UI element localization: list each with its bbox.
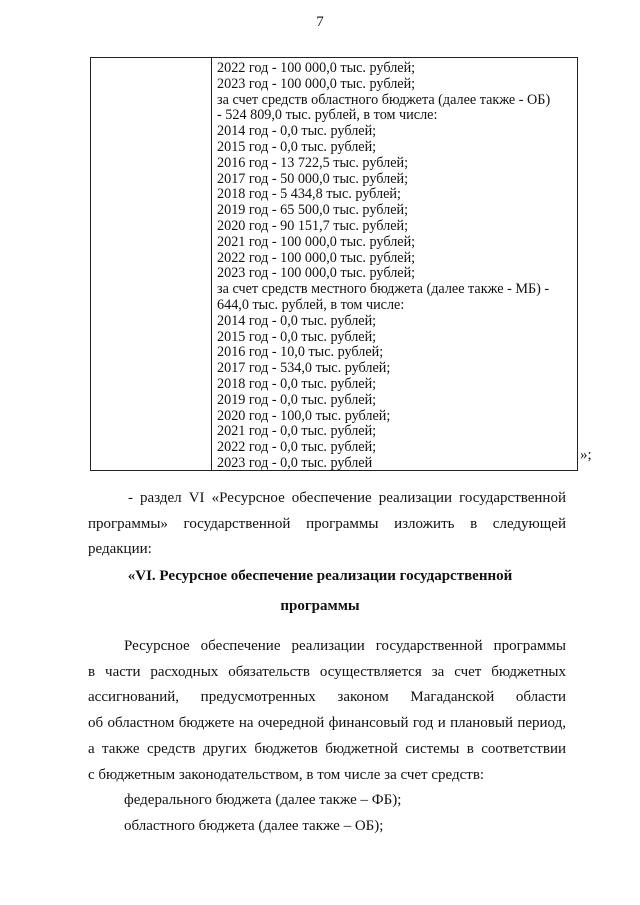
table-line: за счет средств местного бюджета (далее также - МБ) - (217, 281, 550, 298)
table-line: 2019 год - 0,0 тыс. рублей; (217, 391, 377, 408)
table-line: 2022 год - 100 000,0 тыс. рублей; (217, 249, 416, 266)
table-line: 2015 год - 0,0 тыс. рублей; (217, 328, 377, 345)
table-column-divider (211, 58, 212, 470)
table-line: 2019 год - 65 500,0 тыс. рублей; (217, 202, 409, 219)
table-line: 2023 год - 100 000,0 тыс. рублей; (217, 75, 416, 92)
table-line: 2015 год - 0,0 тыс. рублей; (217, 138, 377, 155)
body-line: а также средств других бюджетов бюджетной системы в соответствии (88, 740, 566, 757)
table-line: за счет средств областного бюджета (далее также - ОБ) (217, 91, 551, 108)
body-paragraph (88, 634, 566, 840)
intro-line: редакции: (88, 541, 152, 558)
table-line: 2018 год - 5 434,8 тыс. рублей; (217, 186, 401, 203)
body-line: в части расходных обязательств осуществляется за счет бюджетных (88, 663, 566, 680)
body-line: об областном бюджете на очередной финансовый год и плановый период, (88, 715, 566, 732)
heading-line: «VI. Ресурсное обеспечение реализации государственной (127, 568, 513, 584)
table-line: 2020 год - 100,0 тыс. рублей; (217, 407, 391, 424)
body-list-item: областного бюджета (далее также – ОБ); (124, 817, 384, 834)
table-line: 2017 год - 50 000,0 тыс. рублей; (217, 170, 409, 187)
intro-line: - раздел VI «Ресурсное обеспечение реализации государственной (128, 490, 566, 506)
table-line: 2017 год - 534,0 тыс. рублей; (217, 360, 391, 377)
table-line: 2018 год - 0,0 тыс. рублей; (217, 375, 377, 392)
body-line: с бюджетным законодательством, в том числе за счет средств: (88, 766, 485, 783)
body-list-item: федерального бюджета (далее также – ФБ); (124, 792, 402, 809)
page-number: 7 (316, 14, 324, 30)
table-line: 2014 год - 0,0 тыс. рублей; (217, 312, 377, 329)
funding-table (90, 57, 578, 471)
funding-table-cell (217, 61, 575, 472)
table-line: - 524 809,0 тыс. рублей, в том числе: (217, 107, 438, 124)
table-line: 2023 год - 100 000,0 тыс. рублей; (217, 265, 416, 282)
table-line: 2023 год - 0,0 тыс. рублей (217, 454, 373, 471)
table-line: 2021 год - 0,0 тыс. рублей; (217, 423, 377, 440)
heading-line: программы (280, 598, 360, 614)
table-line: 644,0 тыс. рублей, в том числе: (217, 296, 405, 313)
section-heading (80, 563, 560, 619)
table-line: 2022 год - 100 000,0 тыс. рублей; (217, 60, 416, 76)
closing-quote: »; (580, 447, 592, 463)
body-line: ассигнований, предусмотренных законом Магаданской области (88, 689, 566, 706)
table-line: 2016 год - 10,0 тыс. рублей; (217, 344, 384, 361)
table-line: 2016 год - 13 722,5 тыс. рублей; (217, 154, 409, 171)
table-line: 2021 год - 100 000,0 тыс. рублей; (217, 233, 416, 250)
table-line: 2022 год - 0,0 тыс. рублей; (217, 439, 377, 456)
table-line: 2014 год - 0,0 тыс. рублей; (217, 123, 377, 140)
table-line: 2020 год - 90 151,7 тыс. рублей; (217, 217, 409, 234)
intro-paragraph (88, 486, 566, 563)
body-line: Ресурсное обеспечение реализации государственной программы (124, 638, 566, 654)
intro-line: программы» государственной программы изложить в следующей (88, 515, 566, 532)
